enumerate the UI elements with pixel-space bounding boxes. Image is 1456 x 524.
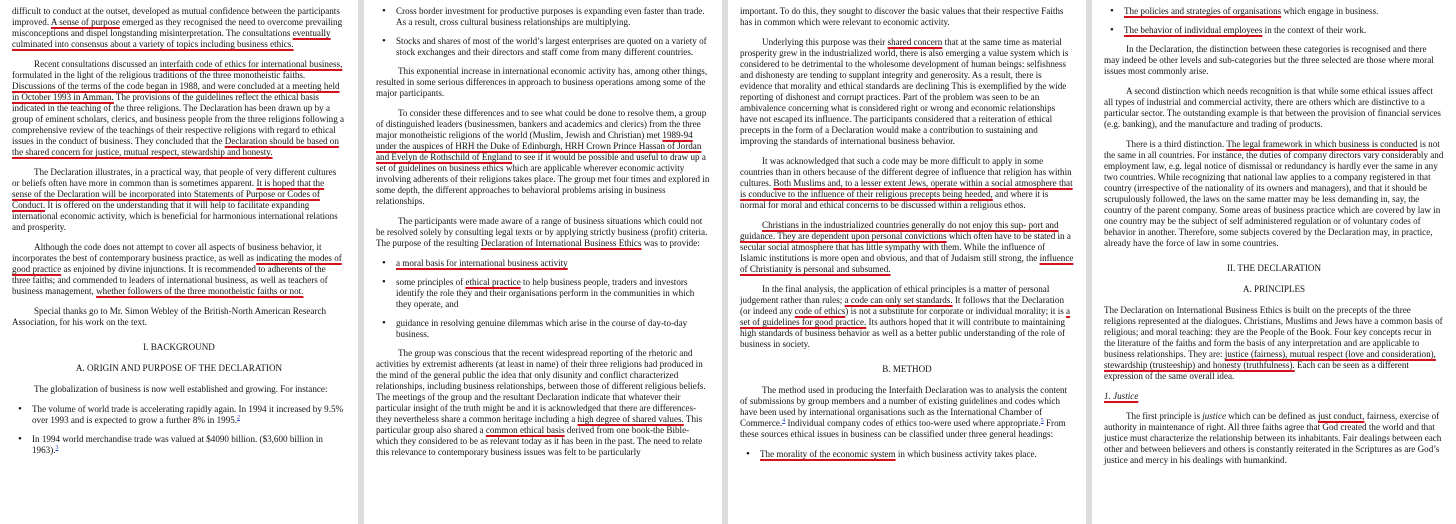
underlined-text: The morality of the economic system <box>760 449 896 459</box>
text-span: in which business activity takes place. <box>895 449 1037 459</box>
text-span: Its authors hoped that it will contribute to maintaining high standards of business behavior as well as a better public understanding of the role of business in society. <box>740 317 1066 349</box>
underlined-text: ethical practice <box>465 277 521 287</box>
text-span: It follows that the Declaration (or indeed any <box>740 295 1064 316</box>
text-span: Individual company codes of ethics too-were used where appropriate. <box>785 418 1041 428</box>
underlined-text: a set of guidelines for good practice. <box>740 306 1071 327</box>
underlined-text: Declaration should be based on the shared concern for justice, mutual respect, stewardship and honesty. <box>12 136 339 157</box>
text-span: Recent consultations discussed an <box>34 59 160 69</box>
bullet-item <box>32 404 346 426</box>
paragraph <box>12 6 346 50</box>
text-span: difficult to conduct at the outset, developed as mutual confidence between the participants improved. <box>12 6 340 27</box>
text-span: In the final analysis, the application of ethical principles is a matter of personal judgement rather than rules; <box>740 284 1050 305</box>
text-span: was to provide: <box>641 238 700 248</box>
text-span: To consider these differences and to see what could be done to resolve them, a group of distinguished leaders (businessmen, bankers and academics and clerics) from the three major monotheistic religions of the world (Muslim, Jewish and Christian) met <box>376 108 707 140</box>
subsection-heading: A. ORIGIN AND PURPOSE OF THE DECLARATION <box>75 363 283 373</box>
text-span: as enjoined by divine injunctions. It is recommended to adherents of the three faiths; and commended to leaders of international business, as well as teachers of business management, <box>12 264 328 296</box>
underlined-text: 1989-94 under the auspices of HRH the Duke of Edinburgh, HRH Crown Prince Hassan of Jordan and Evelyn de Rothschild of England <box>376 130 702 162</box>
text-span: From these sources ethical issues in business can be classified under three general headings: <box>740 418 1066 439</box>
bullet-list <box>1104 6 1444 36</box>
text-span: derived from one book-the Bible-which they considered to be as relevant today as it has been in the past. The need to relate this relevance to contemporary business issues was felt to be particularly <box>376 425 703 457</box>
text-span: The first principle is <box>1126 411 1203 421</box>
text-span: This particular group also shared a <box>376 414 703 435</box>
text-span: The method used in producing the Interfaith Declaration was to analysis the content of submissions by group members and a number of existing guidelines and codes which have been used by international organisations such as the International Chamber of Commerce. <box>740 385 1068 428</box>
text-span: ) is not a substitute for corporate or individual morality; it is <box>845 306 1067 316</box>
text-span: It was acknowledged that such a code may be more difficult to apply in some countries than in others because of the different degree of influence that religion has within cultures. <box>740 156 1072 188</box>
text-span: fairness, exercise of authority in maintenance of right. All three faiths agree that God created the world and that justice must characterize the relationship between its inhabitants. Fair dealings between each other and between believers and others is constantly reiterated in the Scriptures as are God’s justice and mercy in his dealings with humankind. <box>1104 411 1442 465</box>
text-span: some principles of <box>396 277 466 287</box>
underlined-text: shared concern <box>887 37 943 47</box>
text-span: in the context of their work. <box>1262 25 1367 35</box>
text-span: which often have to be stated in a secular social atmosphere that has little sympathy with them. While the influence of Islamic institutions is more open and obvious, and that of Judaism still strong, the <box>740 231 1071 263</box>
bullet-item <box>1124 6 1444 17</box>
underlined-text: common ethical basis <box>485 425 565 435</box>
underlined-text: whether followers of the three monotheistic faiths or not. <box>96 286 304 296</box>
footnote-ref[interactable]: 2 <box>237 414 241 421</box>
paragraph <box>740 385 1074 440</box>
page-3 <box>728 0 1086 524</box>
paragraph <box>376 348 710 458</box>
text-span: The participants were made aware of a range of business situations which could not be resolved solely by consulting legal texts or by applying strictly business (profit) criteria. The purpose of the resulting <box>376 216 708 248</box>
text-span: and where it is normal for moral and ethical concerns to be discussed within a religious ethos. <box>740 189 1049 210</box>
bullet-list <box>376 6 710 58</box>
bullet-list <box>12 404 346 456</box>
text-span: Although the code does not attempt to cover all aspects of business behavior, it incorporates the best of contemporary business practice, as well as <box>12 242 322 263</box>
text-span: Cross border investment for productive purposes is expanding even faster than trade. As a result, cross cultural business relationships are multiplying. <box>396 6 705 27</box>
underlined-text: influence of Christianity is personal and subsumed. <box>740 253 1074 274</box>
paragraph <box>12 167 346 233</box>
text-span: to help business people, traders and investors identify the role they and their organisations perform in the communities in which they operate, and <box>396 277 695 309</box>
underlined-text: a code can only set standards. <box>844 295 953 305</box>
text-span: Each can be seen as a different expression of the same overall idea. <box>1104 360 1409 381</box>
underlined-text: The legal framework in which business is conducted <box>1226 139 1418 149</box>
paragraph <box>1104 411 1444 466</box>
subsection-heading: A. PRINCIPLES <box>1242 284 1306 294</box>
bullet-item <box>396 318 710 340</box>
underlined-text: Discussions of the terms of the code began in 1988, and were concluded at a meeting held in October 1993 in Amman. <box>12 81 340 102</box>
text-span: guidance in resolving genuine dilemmas which arise in the course of day-to-day business. <box>396 318 688 339</box>
page-1 <box>0 0 358 524</box>
text-span: Stocks and shares of most of the world’s largest enterprises are quoted on a variety of stock exchanges and their directors and staff come from many different countries. <box>396 36 707 57</box>
bullet-item <box>396 36 710 58</box>
text-span: which can be defined as <box>1226 411 1318 421</box>
underlined-text: It is hoped that the sense of the Declaration will be incorporated into Statements of Purpose or Codes of Conduct. <box>12 178 325 210</box>
paragraph <box>12 59 346 158</box>
underlined-text: justice (fairness), mutual respect (love and consideration), stewardship (trusteeship) and honesty (truthfulness). <box>1104 349 1436 370</box>
paragraph <box>740 284 1074 350</box>
footnote-ref[interactable]: 4 <box>782 417 786 424</box>
bullet-item <box>1124 25 1444 36</box>
text-span: formulated in the light of the religious traditions of the three monotheistic faiths. <box>12 70 306 80</box>
underlined-text: Declaration of International Business Ethics <box>480 238 642 248</box>
paragraph <box>740 220 1074 275</box>
underlined-text: Christians in the industrialized countries generally do not enjoy this sup- port and guidance. They are dependent upon personal convictions <box>740 220 1059 241</box>
page-2 <box>364 0 722 524</box>
page-4 <box>1092 0 1456 524</box>
paragraph <box>1104 139 1444 249</box>
bullet-item <box>396 277 710 310</box>
text-span: In the Declaration, the distinction between these categories is recognised and there may indeed be other levels and sub-categories but the three selected are those where moral issues most commonly arise. <box>1104 44 1434 76</box>
text-span: is not the same in all countries. For instance, the duties of company directors vary considerably and employment law, e.g. legal notice of dismissal or redundancy is hardly ever the same in any two countries. While recognizing that national law applies to a company registered in that country (irrespective of the nationality of its owners and managers), and that it should be scrupulously followed, the laws on the same matter may be less demanding in, say, the country of the parent company. Some areas of business practice which are covered by law in one country may be the subject of self administered regulation or of voluntary codes of behavior in another. Therefore, some subjects covered by the Declaration may, in practice, already have the force of law in some countries. <box>1104 139 1444 248</box>
text-span: The provisions of the guidelines reflect the ethical basis indicated in the teaching of the three religions. The Declaration has been drawn up by a group of eminent scholars, clerics, and business people from the three religions following a comprehensive review of the teachings of their respective religions with regard to ethical issues in the conduct of business. They concluded that the <box>12 92 345 146</box>
paragraph <box>376 66 710 99</box>
underlined-text: interfaith code of ethics for international business, <box>159 59 343 69</box>
bullet-list <box>376 258 710 340</box>
text-span: The Declaration illustrates, in a practical way, that people of very different cultures or beliefs often have more in common than is sometimes apparent. <box>12 167 337 188</box>
text-span: A second distinction which needs recognition is that while some ethical issues affect all types of industrial and commercial activity, there are others which are distinctive to a particular sector. The outstanding example is that between the provision of financial services (e.g. banking), and the manufacture and trading of products. <box>1104 86 1441 129</box>
bullet-item <box>396 6 710 28</box>
bullet-item <box>396 258 710 269</box>
paragraph <box>12 306 346 328</box>
text-span: The Declaration on International Business Ethics is built on the precepts of the three religions represented at the dialogues. Christians, Muslims and Jews have a common basis of religious; and moral teaching: they are the People of the Book. Four key concepts recur in the literature of the faiths and form the basis of any interpretation and are applicable to business relationships. They are: <box>1104 305 1443 359</box>
paragraph <box>740 156 1074 211</box>
underlined-text: The policies and strategies of organisations <box>1124 6 1282 16</box>
paragraph <box>376 216 710 249</box>
text-span: The group was conscious that the recent widespread reporting of the rhetoric and activities by extremist adherents (at least in name) of their three religions had produced in the mind of the general public the idea that only disunity and conflict characterized relationships, including business relationships, between those of different religious beliefs. The meetings of the group and the resultant Declaration indicate that whatever their particular insight of the truth might be and it is acknowledged that there are differences-they nevertheless share a common heritage including a <box>376 348 706 424</box>
text-span: justice <box>1202 411 1227 421</box>
underlined-text: Both Muslims and, to a lesser extent Jews, operate within a social atmosphere that is conducive to the influence of their religious precepts being heeded, <box>740 178 1073 199</box>
text-span: There is a third distinction. <box>1126 139 1227 149</box>
text-span: In 1994 world merchandise trade was valued at $4090 billion. ($3,600 billion in 1963). <box>32 434 323 455</box>
underlined-text: just conduct, <box>1317 411 1365 421</box>
text-span: The globalization of business is now well established and growing. For instance: <box>34 384 328 394</box>
paragraph <box>740 6 1074 28</box>
paragraph <box>740 37 1074 147</box>
section-heading: B. METHOD <box>882 364 932 374</box>
paragraph <box>1104 305 1444 382</box>
text-span: Underlying this purpose was their <box>762 37 888 47</box>
text-span: to see if it would be possible and useful to draw up a set of guidelines on business ethics which are applicable wherever economic activity involving adherents of their religions takes place. The group met four times and explored in some depth, the different approaches to behavioral problems arising in business relationships. <box>376 152 710 206</box>
text-span: This exponential increase in international economic activity has, among other things, resulted in some serious differences in approach to business operations among some of the major participants. <box>376 66 708 98</box>
underlined-text: code of ethics <box>794 306 846 316</box>
bullet-item <box>32 434 346 456</box>
text-span: important. To do this, they sought to discover the basic values that their respective Faiths has in common which were relevant to economic activity. <box>740 6 1064 27</box>
paragraph <box>12 242 346 297</box>
underlined-text: The behavior of individual employees <box>1124 25 1263 35</box>
underlined-text: A sense of purpose <box>50 17 120 27</box>
text-span: which engage in business. <box>1281 6 1379 16</box>
text-span: The volume of world trade is accelerating rapidly again. In 1994 it increased by 9.5% over 1993 and is expected to grow a further 8% in 1995. <box>32 404 344 425</box>
footnote-ref[interactable]: 5 <box>1040 417 1044 424</box>
underlined-text: indicating the modes of good practice <box>12 253 342 274</box>
footnote-ref[interactable]: 3 <box>55 444 59 451</box>
underlined-text: eventually culminated into consensus about a variety of topics including business ethics. <box>12 28 331 49</box>
section-heading: I. BACKGROUND <box>143 342 215 352</box>
underlined-text: a moral basis for international business activity <box>396 258 568 268</box>
paragraph <box>1104 44 1444 77</box>
text-span: It is offered on the understanding that it will help to facilitate expanding international economic activity, which is beneficial for harmonious international relations and prosperity. <box>12 200 338 232</box>
paragraph <box>12 384 346 395</box>
paragraph <box>1104 86 1444 130</box>
bullet-list <box>740 449 1074 460</box>
underlined-text: high degree of shared values. <box>577 414 684 424</box>
text-span: that at the same time as material prosperity grew in the industrialized world, there is also emerging a value system which is considered to be detrimental to the wholesome development of human beings: selfishness and dishonesty are tending to supplant integrity and generosity. As a result, there is evidence that morality and ethical standards are declining This is exemplified by the wide reporting of dishonest and corrupt practices. Part of the problem was seen to be an ambivalence concerning what is considered right or wrong and economic relationships have not escaped its influence. The participants considered that a reiteration of ethical precepts in the form of a Declaration would make a contribution to sustaining and improving the standards of international business behavior. <box>740 37 1069 146</box>
section-heading: II. THE DECLARATION <box>1226 263 1322 273</box>
underlined-text: 1. Justice <box>1104 391 1139 401</box>
paragraph <box>376 108 710 207</box>
bullet-item <box>760 449 1074 460</box>
text-span: emerged as they recognised the need to overcome prevailing misconceptions and dispel longstanding misinterpretation. The consultations <box>12 17 343 38</box>
section-subheading <box>1104 391 1444 402</box>
text-span: Special thanks go to Mr. Simon Webley of the British-North American Research Association, for his work on the text. <box>12 306 327 327</box>
